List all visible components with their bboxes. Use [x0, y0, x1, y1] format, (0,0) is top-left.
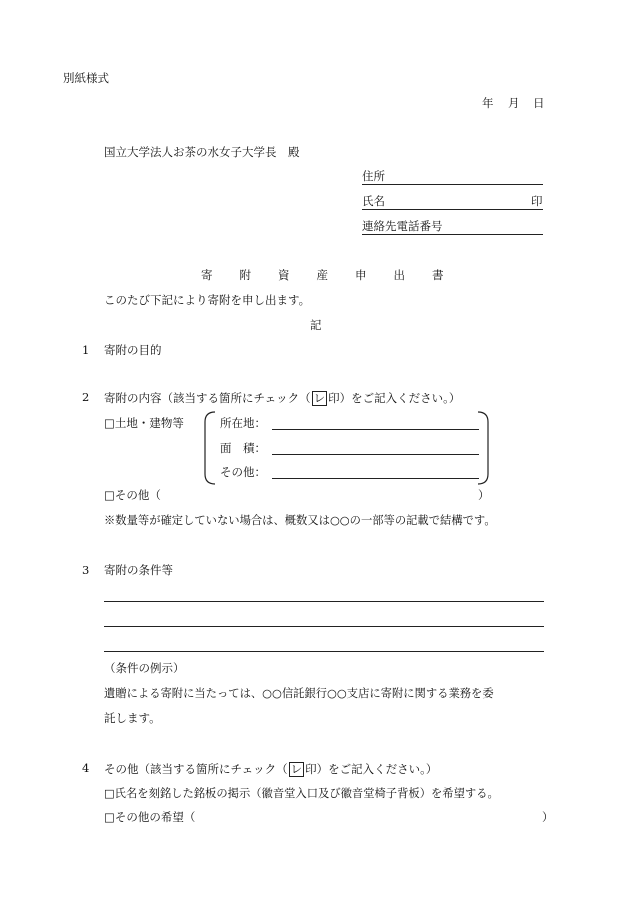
date-day: 日	[533, 96, 545, 110]
location-line[interactable]	[272, 429, 479, 430]
option-other-wish[interactable]: □その他の希望（	[104, 810, 196, 824]
other-detail-label: その他：	[220, 465, 266, 479]
section-1-number: 1	[82, 343, 90, 357]
condition-line-1[interactable]	[104, 601, 544, 602]
check-mark-box: レ	[313, 391, 326, 405]
condition-line-2[interactable]	[104, 626, 544, 627]
date-month: 月	[508, 96, 520, 110]
example-text-line-1: 遺贈による寄附に当たっては、○○信託銀行○○支店に寄附に関する業務を委	[104, 687, 494, 700]
example-text-line-2: 託します。	[104, 711, 161, 725]
section-2-note: ※数量等が確定していない場合は、概数又は○○の一部等の記載で結構です。	[104, 514, 496, 527]
left-bracket	[205, 412, 215, 484]
address-label: 住所	[362, 169, 385, 183]
example-label: （条件の例示）	[104, 661, 185, 675]
section-2-number: 2	[82, 390, 90, 404]
phone-label: 連絡先電話番号	[362, 219, 443, 233]
ki-label: 記	[310, 318, 322, 332]
area-line[interactable]	[272, 454, 479, 455]
section-4-number: 4	[82, 761, 90, 775]
other-detail-line[interactable]	[272, 478, 479, 479]
name-label: 氏名	[362, 194, 385, 208]
option-land-building[interactable]: □土地・建物等	[104, 416, 184, 430]
section-1-heading: 寄附の目的	[104, 343, 162, 357]
section-3-number: 3	[82, 563, 90, 577]
section-4-heading: その他（該当する箇所にチェック（ レ 印）をご記入ください。）	[104, 762, 438, 776]
check-mark-box: レ	[290, 762, 303, 776]
intro-text: このたび下記により寄附を申し出ます。	[104, 293, 311, 307]
condition-line-3[interactable]	[104, 651, 544, 652]
section-2-heading: 寄附の内容（該当する箇所にチェック（ レ 印）をご記入ください。）	[104, 391, 461, 405]
right-bracket	[478, 412, 488, 484]
section-3-heading: 寄附の条件等	[104, 563, 173, 577]
area-label: 面 積：	[220, 441, 266, 455]
option-other[interactable]: □その他（	[104, 488, 161, 502]
option-other-wish-close: ）	[542, 810, 554, 824]
option-other-close: ）	[478, 488, 490, 502]
location-label: 所在地：	[220, 416, 266, 430]
date-year: 年	[482, 96, 494, 110]
option-plaque[interactable]: □氏名を刻銘した銘板の掲示（徽音堂入口及び徽音堂椅子背板）を希望する。	[104, 787, 499, 800]
document-title: 寄附資産申出書	[201, 268, 471, 282]
form-label: 別紙様式	[63, 71, 109, 85]
addressee: 国立大学法人お茶の水女子大学長 殿	[104, 145, 300, 159]
seal-label: 印	[531, 194, 543, 208]
